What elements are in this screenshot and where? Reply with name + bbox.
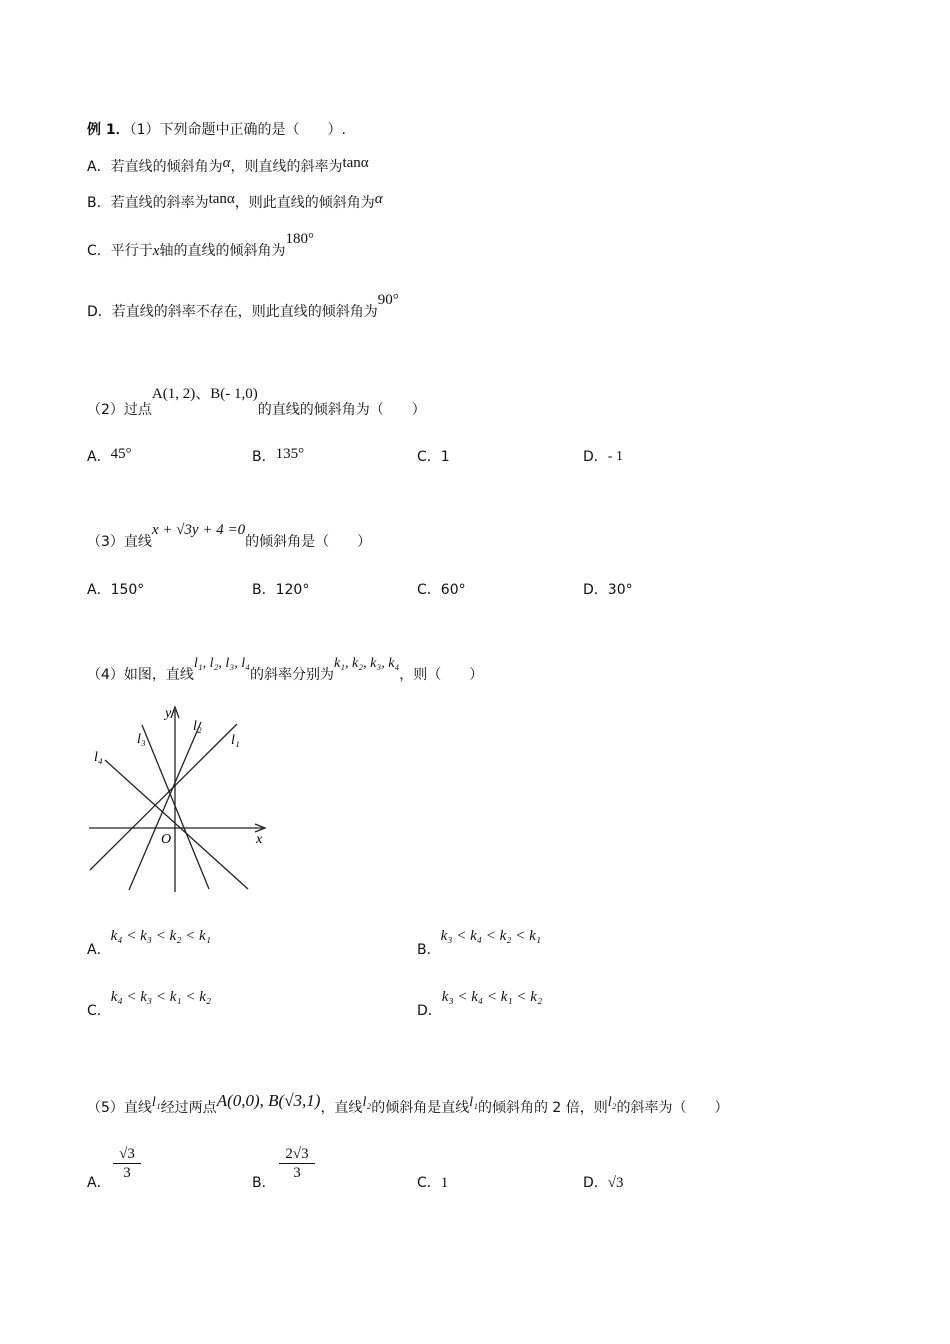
option-text: ，则直线的斜率为 bbox=[230, 159, 343, 175]
option-label: C． bbox=[87, 243, 111, 259]
math-line-equation: x + √3y + 4 =0 bbox=[151, 522, 246, 538]
math-l2: l₂ bbox=[362, 1095, 372, 1110]
option-text: 若直线的倾斜角为 bbox=[110, 159, 223, 175]
option-label: B． bbox=[252, 449, 276, 465]
option-text: 若直线的斜率不存在，则此直线的倾斜角为 bbox=[111, 304, 378, 320]
math-l1: l₁ bbox=[151, 1095, 161, 1110]
label-l1: l₁ bbox=[231, 733, 240, 748]
fraction-numerator: √3 bbox=[113, 1145, 141, 1164]
math-points: A(1, 2)、B(- 1,0) bbox=[151, 386, 258, 402]
option-value: 1 bbox=[440, 449, 450, 465]
q3-option-c bbox=[417, 579, 466, 599]
y-axis-label: y bbox=[165, 706, 172, 721]
q5-option-a bbox=[87, 1172, 111, 1192]
q5-option-b bbox=[252, 1172, 276, 1192]
option-label: B． bbox=[87, 195, 111, 211]
option-value: k₄ < k₃ < k₁ < k₂ bbox=[110, 989, 212, 1005]
q5-option-d bbox=[583, 1172, 624, 1192]
option-label: C． bbox=[417, 449, 441, 465]
q1-option-a bbox=[87, 156, 369, 176]
line-l1 bbox=[90, 724, 237, 870]
option-value: 150° bbox=[110, 582, 145, 598]
question-2-stem bbox=[87, 386, 426, 419]
q5-stem-text: 的倾斜角的 2 倍，则 bbox=[477, 1100, 608, 1116]
option-label: C． bbox=[417, 1175, 441, 1191]
math-alpha: α bbox=[374, 191, 383, 207]
math-l1: l₁ bbox=[469, 1095, 478, 1110]
q1-option-d bbox=[87, 292, 399, 321]
option-label: D． bbox=[583, 582, 608, 598]
option-label: D． bbox=[583, 1175, 608, 1191]
q2-stem-text: （2）过点 bbox=[87, 402, 152, 418]
q2-stem-text: 的直线的倾斜角为（ ） bbox=[257, 402, 426, 418]
question-1-stem bbox=[87, 119, 346, 139]
option-value: 60° bbox=[440, 582, 466, 598]
option-label: A． bbox=[87, 159, 111, 175]
q4-stem-text: （4）如图，直线 bbox=[87, 667, 194, 683]
option-value: √3 bbox=[607, 1175, 624, 1191]
math-l2: l₂ bbox=[607, 1095, 617, 1110]
q4-option-d bbox=[417, 989, 543, 1020]
option-value: 135° bbox=[275, 446, 305, 462]
option-value: 120° bbox=[275, 582, 310, 598]
option-label: A． bbox=[87, 1175, 111, 1191]
option-value: k₃ < k₄ < k₂ < k₁ bbox=[440, 928, 541, 944]
option-label: D． bbox=[583, 449, 608, 465]
q5-stem-text: ，直线 bbox=[320, 1100, 363, 1116]
option-label: A． bbox=[87, 449, 111, 465]
option-label: C． bbox=[87, 1003, 111, 1019]
question-3-stem bbox=[87, 522, 372, 551]
fraction-2sqrt3-over-3 bbox=[279, 1145, 315, 1182]
q5-stem-text: （5）直线 bbox=[87, 1100, 152, 1116]
option-label: C． bbox=[417, 582, 441, 598]
q2-option-d bbox=[583, 446, 623, 466]
option-value: 30° bbox=[607, 582, 633, 598]
question-5-stem bbox=[87, 1091, 729, 1117]
option-text: 平行于 bbox=[110, 243, 153, 259]
option-label: B． bbox=[417, 942, 441, 958]
math-alpha: α bbox=[222, 155, 231, 171]
q4-figure bbox=[85, 702, 275, 897]
fraction-denominator: 3 bbox=[293, 1165, 301, 1181]
q2-option-a bbox=[87, 446, 132, 466]
q1-option-c bbox=[87, 231, 314, 260]
math-tan-alpha: tanα bbox=[208, 191, 235, 207]
fraction-denominator: 3 bbox=[123, 1165, 131, 1181]
math-90-degree: 90° bbox=[377, 292, 399, 308]
q2-option-b bbox=[252, 446, 304, 466]
option-label: D． bbox=[417, 1003, 442, 1019]
q5-stem-text: 经过两点 bbox=[160, 1100, 217, 1116]
option-label: D． bbox=[87, 304, 112, 320]
option-text: ，则此直线的倾斜角为 bbox=[234, 195, 375, 211]
q4-option-b bbox=[417, 928, 541, 959]
label-l4: l₄ bbox=[94, 750, 103, 765]
q3-option-b bbox=[252, 579, 309, 599]
q4-option-a bbox=[87, 928, 211, 959]
q4-stem-text: ，则（ ） bbox=[399, 667, 484, 683]
option-value: k₃ < k₄ < k₁ < k₂ bbox=[441, 989, 543, 1005]
math-tan-alpha: tanα bbox=[342, 155, 369, 171]
option-value: 45° bbox=[110, 446, 132, 462]
x-axis-label: x bbox=[256, 832, 263, 847]
q4-option-c bbox=[87, 989, 212, 1020]
math-slopes: k₁, k₂, k₃, k₄ bbox=[333, 656, 400, 671]
q3-option-a bbox=[87, 579, 144, 599]
q3-stem-text: （3）直线 bbox=[87, 534, 152, 550]
question-4-stem bbox=[87, 656, 484, 684]
origin-label: O bbox=[161, 832, 172, 847]
q5-stem-text: 的斜率为（ ） bbox=[616, 1100, 729, 1116]
option-label: B． bbox=[252, 582, 276, 598]
fraction-sqrt3-over-3 bbox=[113, 1145, 141, 1182]
option-text: 轴的直线的倾斜角为 bbox=[159, 243, 286, 259]
option-label: B． bbox=[252, 1175, 276, 1191]
math-lines: l₁, l₂, l₃, l₄ bbox=[193, 656, 250, 671]
math-points: A(0,0), B(√3,1) bbox=[216, 1091, 321, 1110]
option-label: A． bbox=[87, 582, 111, 598]
q1-option-b bbox=[87, 192, 383, 212]
example-header: 例 1． bbox=[87, 122, 130, 138]
q2-option-c bbox=[417, 446, 450, 466]
option-text: 若直线的斜率为 bbox=[110, 195, 209, 211]
fraction-numerator: 2√3 bbox=[279, 1145, 315, 1164]
option-value: k₄ < k₃ < k₂ < k₁ bbox=[110, 928, 211, 944]
math-180-degree: 180° bbox=[285, 231, 314, 247]
label-l3: l₃ bbox=[137, 732, 146, 747]
option-label: A． bbox=[87, 942, 111, 958]
q3-option-d bbox=[583, 579, 633, 599]
label-l2: l₂ bbox=[193, 719, 202, 734]
q5-stem-text: 的倾斜角是直线 bbox=[371, 1100, 470, 1116]
q5-option-c bbox=[417, 1172, 448, 1192]
line-l2 bbox=[129, 722, 201, 890]
q1-stem-text: （1）下列命题中正确的是（ ）. bbox=[129, 122, 346, 138]
q3-stem-text: 的倾斜角是（ ） bbox=[245, 534, 372, 550]
option-value: 1 bbox=[440, 1175, 449, 1191]
q4-stem-text: 的斜率分别为 bbox=[249, 667, 334, 683]
math-x: x bbox=[152, 243, 160, 259]
option-value: - 1 bbox=[607, 449, 623, 464]
